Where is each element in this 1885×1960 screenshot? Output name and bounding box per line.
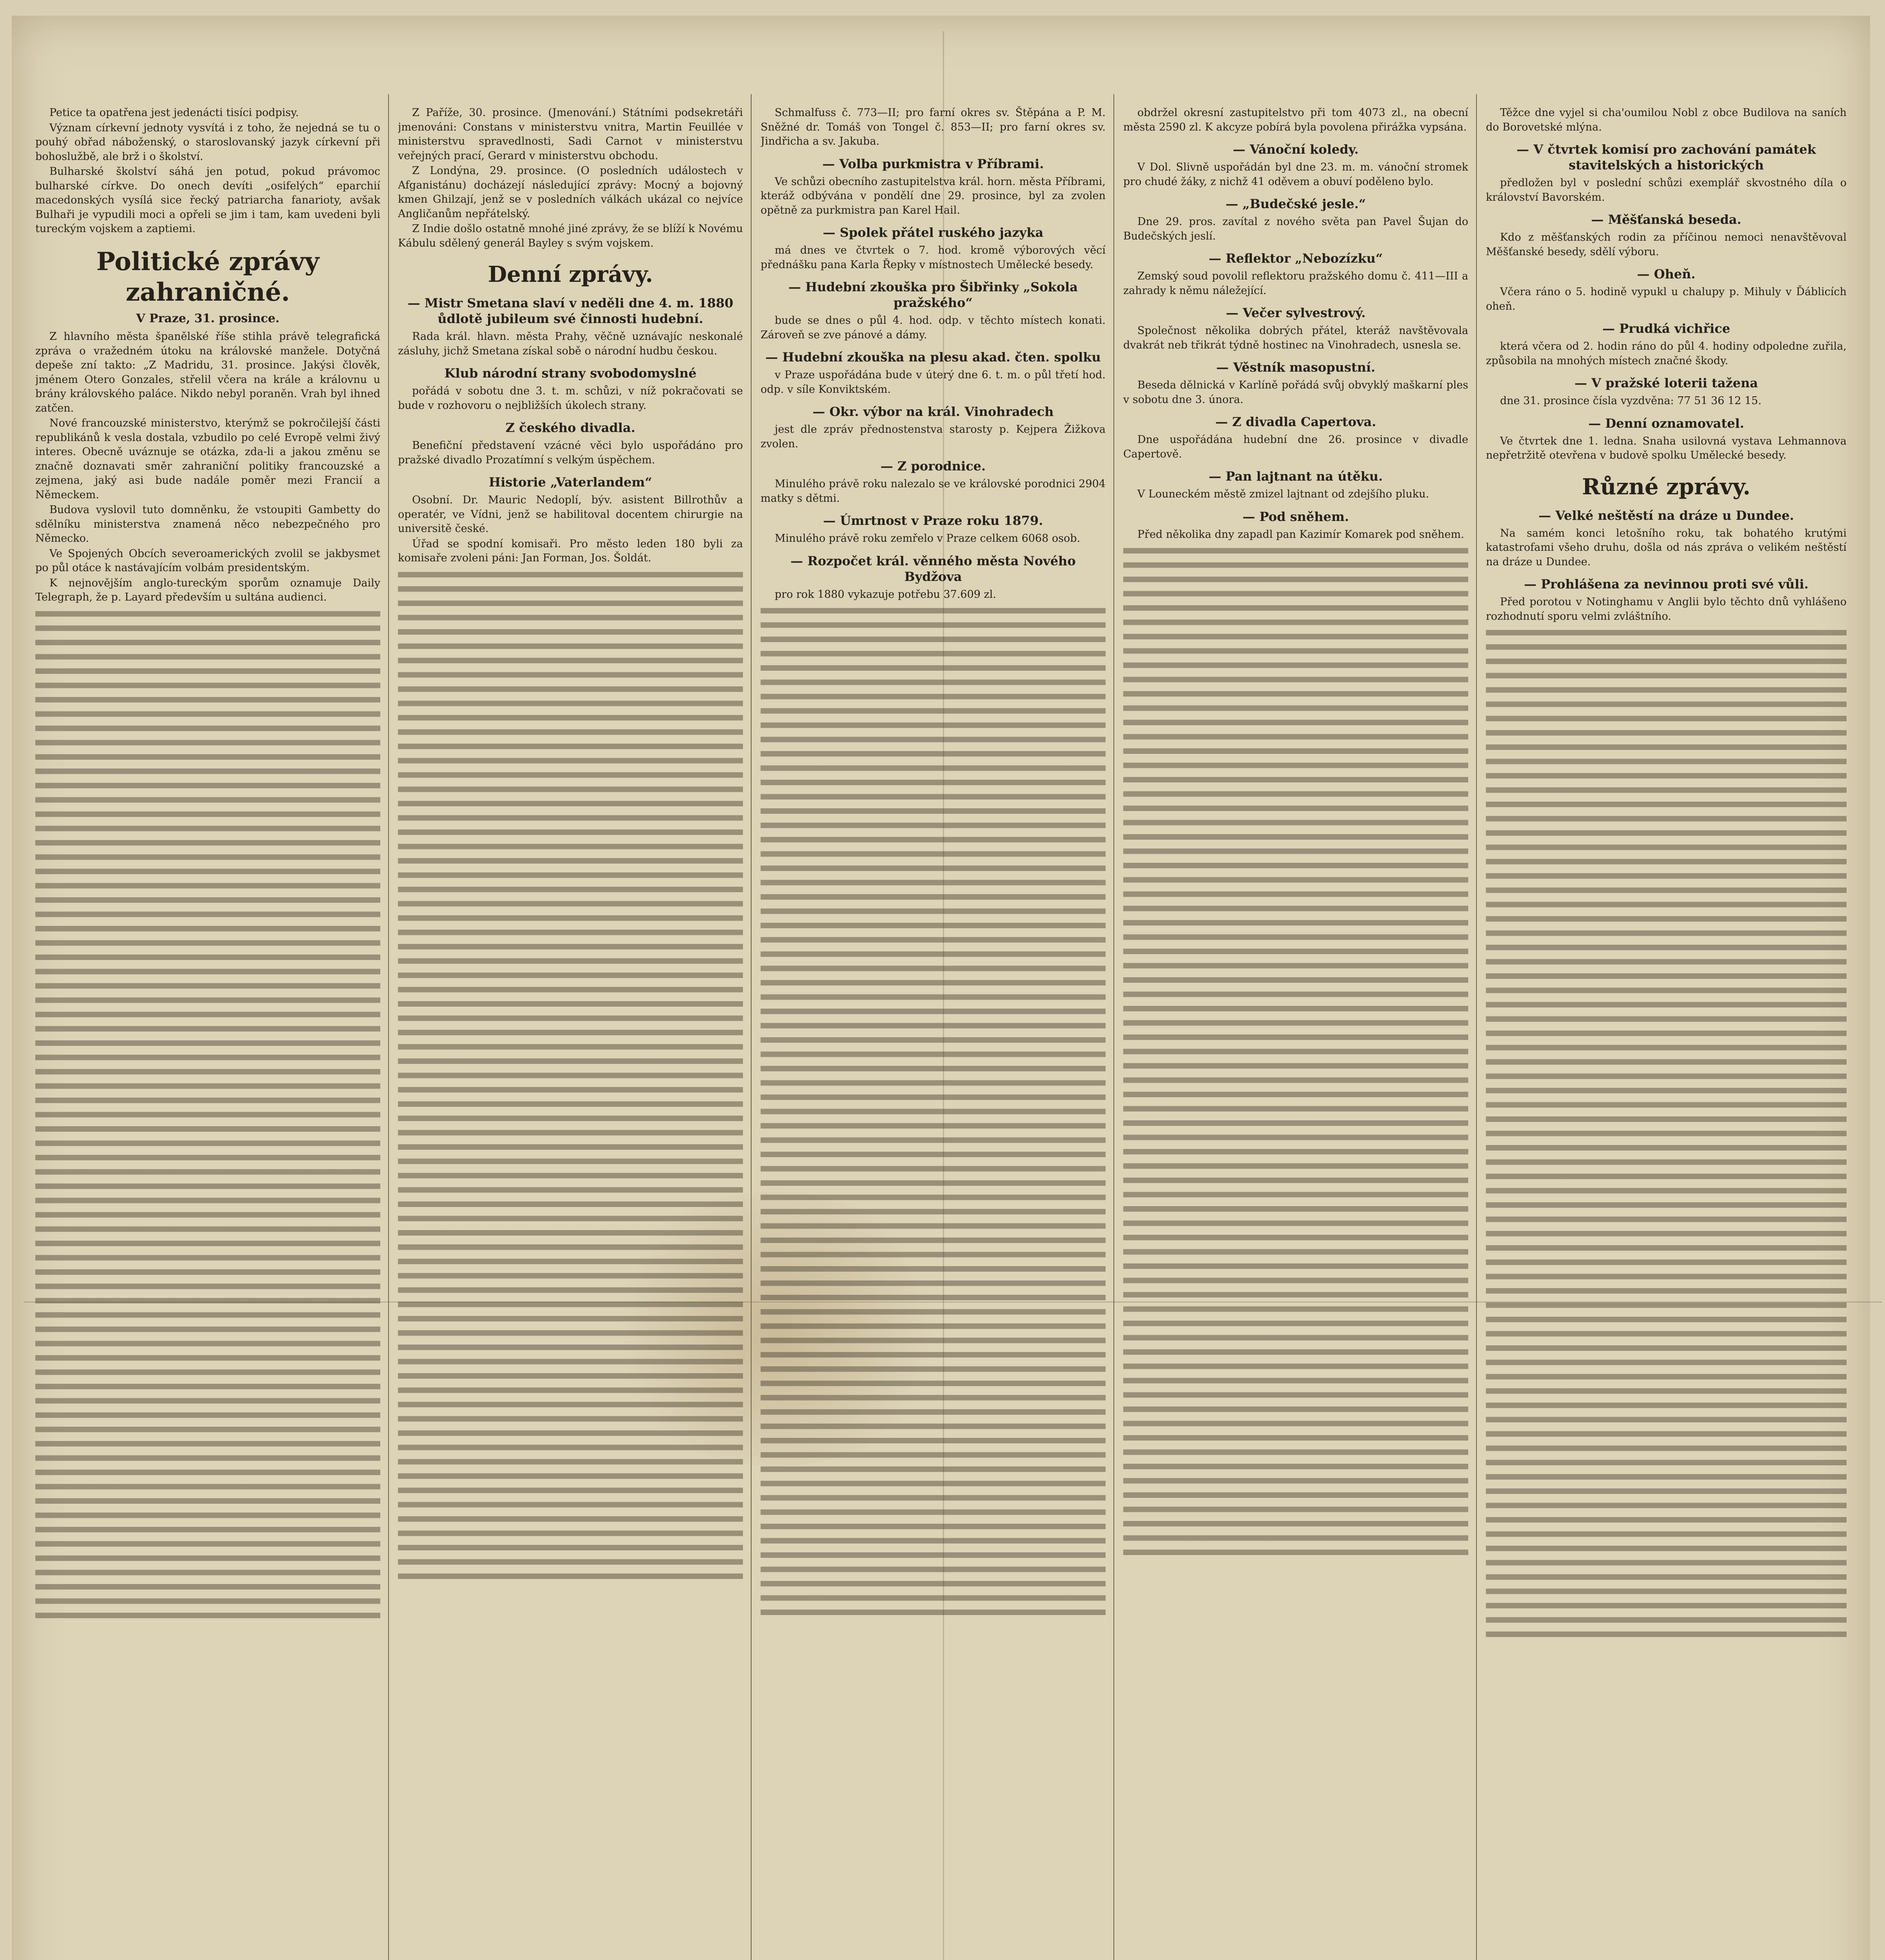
column-rule — [388, 94, 389, 1960]
paragraph: Před několika dny zapadl pan Kazimír Komarek pod sněhem. — [1137, 528, 1464, 541]
paragraph: v Praze uspořádána bude v úterý dne 6. t. m. o půl třetí hod. odp. v síle Konviktském. — [761, 369, 1106, 396]
paragraph: Z hlavního města španělské říše stihla právě telegrafická zpráva o vražedném útoku na královské manžele. Dotyčná depeše zní takto: „Z Madridu, 31. prosince. Jakýsi člověk, jménem Otero Gonzales, střelil včera na krále a královnu u brány královského paláce. Nikdo nebyl poraněn. Vrah byl ihned zatčen. — [35, 330, 380, 414]
paragraph: Ve čtvrtek dne 1. ledna. Snaha usilovná vystava Lehmannova nepřetržitě otevřena v budově spolku Umělecké besedy. — [1486, 435, 1847, 461]
paragraph: Těžce dne vyjel si cha'oumilou Nobl z obce Budilova na saních do Borovetské mlýna. — [1486, 107, 1847, 133]
subheading: — Večer sylvestrový. — [1226, 305, 1366, 320]
subheading: — Prohlášena za nevinnou proti své vůli. — [1524, 577, 1809, 592]
dateline: V Praze, 31. prosince. — [136, 311, 280, 325]
subheading: — Věstník masopustní. — [1216, 360, 1375, 375]
paragraph: Dne 29. pros. zavítal z nového světa pan Pavel Šujan do Budečských jeslí. — [1123, 216, 1468, 242]
paragraph: Z Indie došlo ostatně mnohé jiné zprávy, že se blíží k Novému Kábulu sdělený generál Bayley s svým vojskem. — [398, 223, 743, 249]
paragraph: K nejnovějším anglo-tureckým sporům oznamuje Daily Telegraph, že p. Layard především u sultána audienci. — [35, 577, 380, 603]
paragraph: má dnes ve čtvrtek o 7. hod. kromě výborových věcí přednášku pana Karla Řepky v místnostech Umělecké besedy. — [761, 244, 1106, 271]
subheading: Z českého divadla. — [505, 420, 636, 435]
subheading: — Rozpočet král. věnného města Nového Bydžova — [790, 553, 1076, 584]
article-text-block — [398, 568, 743, 1587]
article-text-block — [1123, 544, 1468, 1563]
column-5 — [1486, 106, 1847, 1960]
subheading: — Pod sněhem. — [1242, 509, 1349, 524]
section-heading-various-news: Různé zprávy. — [1582, 474, 1751, 500]
subheading: — Vánoční koledy. — [1233, 142, 1359, 157]
article-text-block — [1486, 626, 1847, 1645]
subheading: — Mistr Smetana slaví v neděli dne 4. m. 1880 ůdlotě jubileum své činnosti hudební. — [407, 296, 734, 326]
paragraph: Úřad se spodní komisaři. Pro město leden 180 byli za komisaře zvoleni páni: Jan Forman, Jos. Šoldát. — [398, 537, 743, 564]
newspaper-page — [12, 16, 1870, 1960]
paragraph: Nové francouzské ministerstvo, kterýmž se pokročilejší části republikánů k vesla dostala, vzbudilo po celé Evropě velmi živý interes. Obecně uváznuje se otázka, zda-li a jakou změnu se značně doznavati směr zahraniční politiky francouzské a zejmena, jaký asi bude nadále poměr mezi Francií a Německem. — [35, 417, 380, 501]
petition-note: Petice ta opatřena jest jedenácti tisíci podpisy. — [49, 107, 299, 119]
subheading: — Prudká vichřice — [1602, 321, 1731, 336]
paragraph: Bulharské školství sáhá jen potud, pokud právomoc bulharské církve. Do onech devíti „osifelých“ eparchií macedonských vysílá sice řecký patriarcha fanarioty, avšak Bulhaři je vypudili moci a opřeli se jim i tam, kam uvedeni byli tureckým vojskem a zaptiemi. — [35, 165, 380, 235]
paragraph: Na samém konci letošního roku, tak bohatého krutými katastrofami všeho druhu, došla od nás zpráva o velikém neštěstí na dráze u Dundee. — [1486, 527, 1847, 568]
subheading: — V pražské loterii tažena — [1574, 376, 1758, 390]
article-text-block — [761, 604, 1106, 1623]
paragraph: předložen byl v poslední schůzi exemplář skvostného díla o království Bavorském. — [1486, 177, 1847, 203]
subheading: — Z divadla Capertova. — [1215, 414, 1377, 429]
subheading: — Volba purkmistra v Příbrami. — [822, 156, 1044, 171]
subheading: — Velké neštěstí na dráze u Dundee. — [1538, 508, 1794, 523]
subheading: — Denní oznamovatel. — [1588, 416, 1744, 431]
column-1 — [35, 106, 380, 1960]
paragraph: pořádá v sobotu dne 3. t. m. schůzi, v níž pokračovati se bude v rozhovoru o nejbližších úkolech strany. — [398, 385, 743, 412]
paragraph: Schmalfuss č. 773—II; pro farní okres sv. Štěpána a P. M. Sněžné dr. Tomáš von Tongel č. 853—II; pro farní okres sv. Jindřicha a sv. Jakuba. — [761, 107, 1106, 147]
subheading: — V čtvrtek komisí pro zachování památek stavitelských a historických — [1516, 142, 1816, 172]
paragraph: Z Paříže, 30. prosince. (Jmenování.) Státními podsekretáři jmenováni: Constans v ministerstvu vnitra, Martin Feuillée v ministerstvu spravedlnosti, Sadi Carnot v ministerstvu veřejných prací, Gerard v ministerstvu obchodu. — [398, 107, 743, 162]
paragraph: Z Londýna, 29. prosince. (O posledních událostech v Afganistánu) docházejí následující zprávy: Mocný a bojovný kmen Ghilzají, jenž se v posledních válkách ukázal co nejvíce Angličanům nepřátelský. — [398, 165, 743, 220]
paragraph: která včera od 2. hodin ráno do půl 4. hodiny odpoledne zuřila, způsobila na mnohých místech značné škody. — [1486, 340, 1847, 367]
subheading: — Úmrtnost v Praze roku 1879. — [823, 513, 1043, 528]
subheading: — „Budečské jesle.“ — [1226, 196, 1366, 211]
subheading: — Měšťanská beseda. — [1591, 212, 1742, 227]
paragraph: Rada král. hlavn. města Prahy, věčně uznávajíc neskonalé zásluhy, jichž Smetana získal sobě o národní hudbu českou. — [398, 330, 743, 357]
paragraph: Minulého právě roku nalezalo se ve královské porodnici 2904 matky s dětmi. — [761, 478, 1106, 505]
column-4 — [1123, 106, 1468, 1960]
subheading: — Spolek přátel ruského jazyka — [823, 225, 1044, 240]
subheading: — Pan lajtnant na útěku. — [1208, 469, 1383, 484]
subheading: — Z porodnice. — [880, 459, 986, 474]
article-text-block — [35, 607, 380, 1626]
column-rule — [1476, 94, 1477, 1960]
paragraph: Zemský soud povolil reflektoru pražského domu č. 411—III a zahrady k němu náležející. — [1123, 270, 1468, 297]
paragraph: bude se dnes o půl 4. hod. odp. v těchto místech konati. Zároveň se zve pánové a dámy. — [761, 314, 1106, 341]
paragraph: Ve schůzi obecního zastupitelstva král. horn. města Příbrami, kteráž odbývána v pondělí dne 29. prosince, byl za zvolen opětně za purkmistra pan Karel Hail. — [761, 175, 1106, 216]
subheading: — Oheň. — [1637, 267, 1696, 281]
subheading: Historie „Vaterlandem“ — [489, 475, 652, 490]
paragraph: Význam církevní jednoty vysvítá i z toho, že nejedná se tu o pouhý obřad náboženský, o staroslovanský jazyk církevní při bohoslužbě, ale brž i o školství. — [35, 122, 380, 163]
paragraph: Kdo z měšťanských rodin za příčinou nemoci nenavštěvoval Měšťanské besedy, sdělí výboru. — [1486, 231, 1847, 258]
column-rule — [751, 94, 752, 1960]
subheading: — Reflektor „Nebozízku“ — [1208, 251, 1383, 266]
column-3 — [761, 106, 1106, 1960]
column-2 — [398, 106, 743, 1960]
paragraph: Dne uspořádána hudební dne 26. prosince v divadle Capertově. — [1123, 434, 1468, 460]
paragraph: Včera ráno o 5. hodině vypukl u chalupy p. Mihuly v Ďáblicích oheň. — [1486, 286, 1847, 312]
paragraph: V Louneckém městě zmizel lajtnant od zdejšího pluku. — [1137, 488, 1429, 500]
section-heading-foreign-politics: Politické zprávy zahraničné. — [96, 247, 320, 307]
paragraph: V Dol. Slivně uspořádán byl dne 23. m. m. vánoční stromek pro chudé žáky, z nichž 41 oděvem a obuví poděleno bylo. — [1123, 161, 1468, 188]
paragraph: Ve Spojených Obcích severoamerických zvolil se jakbysmet po půl otáce k nastávajícím volbám presidentským. — [35, 547, 380, 574]
paragraph: Před porotou v Notinghamu v Anglii bylo těchto dnů vyhlášeno rozhodnutí sporu velmi zvláštního. — [1486, 596, 1847, 622]
paragraph: Beseda dělnická v Karlíně pořádá svůj obvyklý maškarní ples v sobotu dne 3. února. — [1123, 379, 1468, 406]
subheading: — Hudební zkouška pro Šibřinky „Sokola pražského“ — [788, 279, 1078, 310]
subheading: Klub národní strany svobodomyslné — [444, 366, 697, 381]
paragraph: Benefiční představení vzácné věci bylo uspořádáno pro pražské divadlo Prozatímní s velkým úspěchem. — [398, 439, 743, 466]
paragraph: Budova vyslovil tuto domněnku, že vstoupiti Gambetty do sdělníku ministerstva znamená něco nebezpečného pro Německo. — [35, 504, 380, 544]
paragraph: Společnost několika dobrých přátel, kteráž navštěvovala dvakrát neb třikrát týdně hostinec na Vinohradech, usnesla se. — [1123, 325, 1468, 351]
subheading: — Hudební zkouška na plesu akad. čten. spolku — [765, 350, 1101, 365]
column-rule — [1113, 94, 1114, 1960]
paragraph: dne 31. prosince čísla vyzdvěna: 77 51 36 12 15. — [1500, 395, 1762, 407]
subheading: — Okr. výbor na král. Vinohradech — [812, 404, 1054, 419]
paragraph: pro rok 1880 vykazuje potřebu 37.609 zl. — [775, 588, 996, 601]
paragraph: obdržel okresní zastupitelstvo při tom 4073 zl., na obecní města 2590 zl. K akcyze pobírá byla povolena přirážka vypsána. — [1123, 107, 1468, 133]
paragraph: Minulého právě roku zemřelo v Praze celkem 6068 osob. — [775, 532, 1081, 544]
paragraph: jest dle zpráv přednostenstva starosty p. Kejpera Žižkova zvolen. — [761, 423, 1106, 450]
paragraph: Osobní. Dr. Mauric Nedoplí, býv. asistent Billrothův a operatér, ve Vídni, jenž se habilitoval docentem chirurgie na universitě české. — [398, 494, 743, 535]
section-heading-daily-news: Denní zprávy. — [488, 261, 653, 287]
